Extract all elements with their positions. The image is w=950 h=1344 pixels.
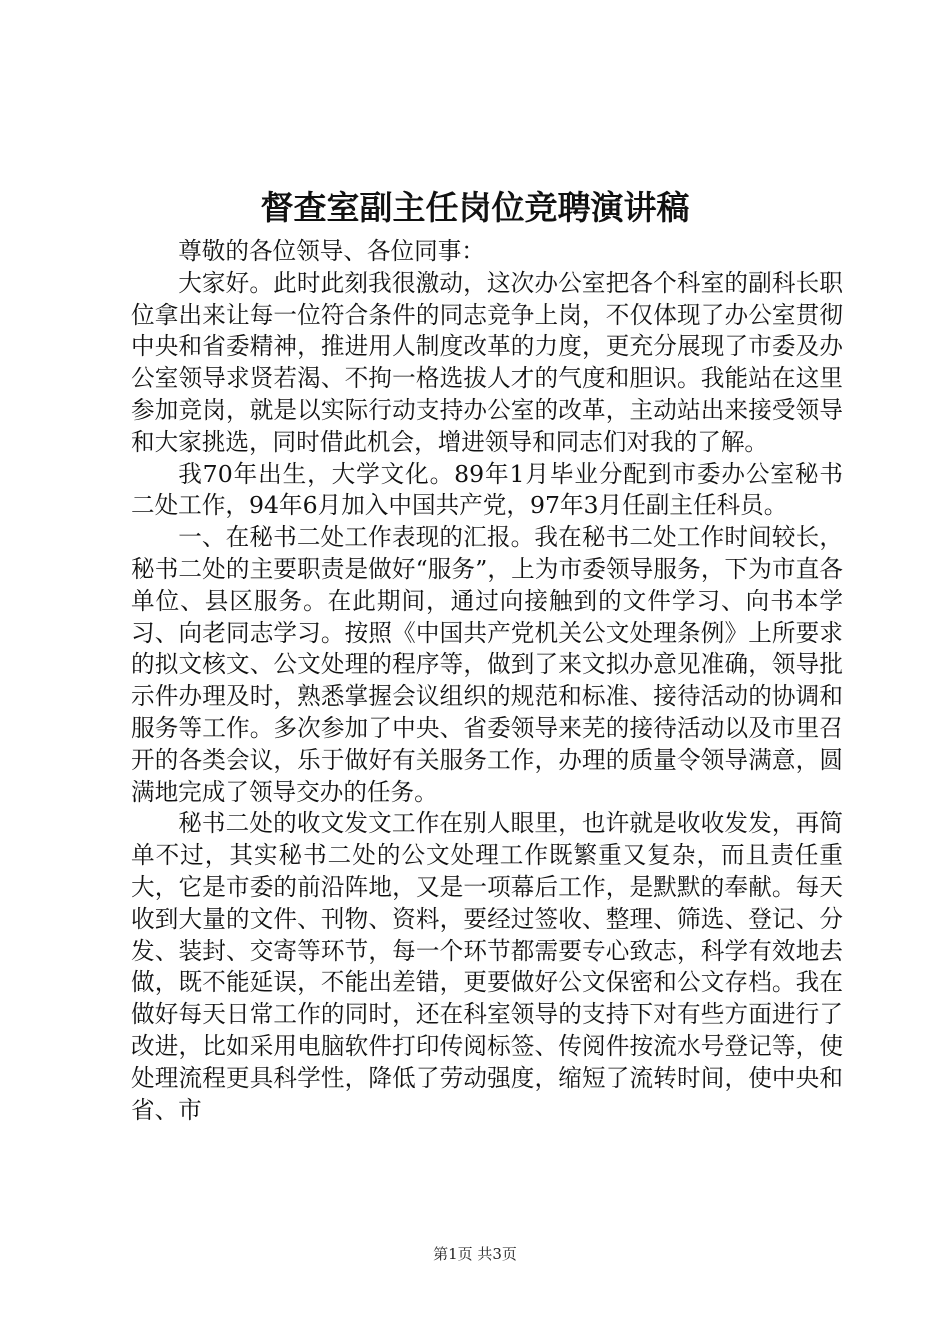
document-title: 督查室副主任岗位竞聘演讲稿 — [260, 188, 690, 227]
body-paragraph: 我70年出生，大学文化。89年1月毕业分配到市委办公室秘书二处工作，94年6月加入中国共产党，97年3月任副主任科员。 — [131, 459, 843, 520]
page-number-footer: 第1页 共3页 — [433, 1245, 517, 1263]
document-body — [131, 236, 843, 1126]
body-paragraph: 一、在秘书二处工作表现的汇报。我在秘书二处工作时间较长，秘书二处的主要职责是做好“服务”，上为市委领导服务，下为市直各单位、县区服务。在此期间，通过向接触到的文件学习、向书本学习、向老同志学习。按照《中国共产党机关公文处理条例》上所要求的拟文核文、公文处理的程序等，做到了来文拟办意见准确，领导批示件办理及时，熟悉掌握会议组织的规范和标准、接待活动的协调和服务等工作。多次参加了中央、省委领导来芜的接待活动以及市里召开的各类会议，乐于做好有关服务工作，办理的质量令领导满意，圆满地完成了领导交办的任务。 — [131, 523, 843, 806]
body-paragraph: 秘书二处的收文发文工作在别人眼里，也许就是收收发发，再简单不过，其实秘书二处的公文处理工作既繁重又复杂，而且责任重大，它是市委的前沿阵地，又是一项幕后工作，是默默的奉献。每天收到大量的文件、刊物、资料，要经过签收、整理、筛选、登记、分发、装封、交寄等环节，每一个环节都需要专心致志，科学有效地去做，既不能延误，不能出差错，更要做好公文保密和公文存档。我在做好每天日常工作的同时，还在科室领导的支持下对有些方面进行了改进，比如采用电脑软件打印传阅标签、传阅件按流水号登记等，使处理流程更具科学性，降低了劳动强度，缩短了流转时间，使中央和省、市 — [131, 809, 843, 1124]
salutation-paragraph: 尊敬的各位领导、各位同事： — [178, 237, 485, 265]
body-paragraph: 大家好。此时此刻我很激动，这次办公室把各个科室的副科长职位拿出来让每一位符合条件的同志竞争上岗，不仅体现了办公室贯彻中央和省委精神，推进用人制度改革的力度，更充分展现了市委及办公室领导求贤若渴、不拘一格选拔人才的气度和胆识。我能站在这里参加竞岗，就是以实际行动支持办公室的改革，主动站出来接受领导和大家挑选，同时借此机会，增进领导和同志们对我的了解。 — [131, 268, 843, 456]
